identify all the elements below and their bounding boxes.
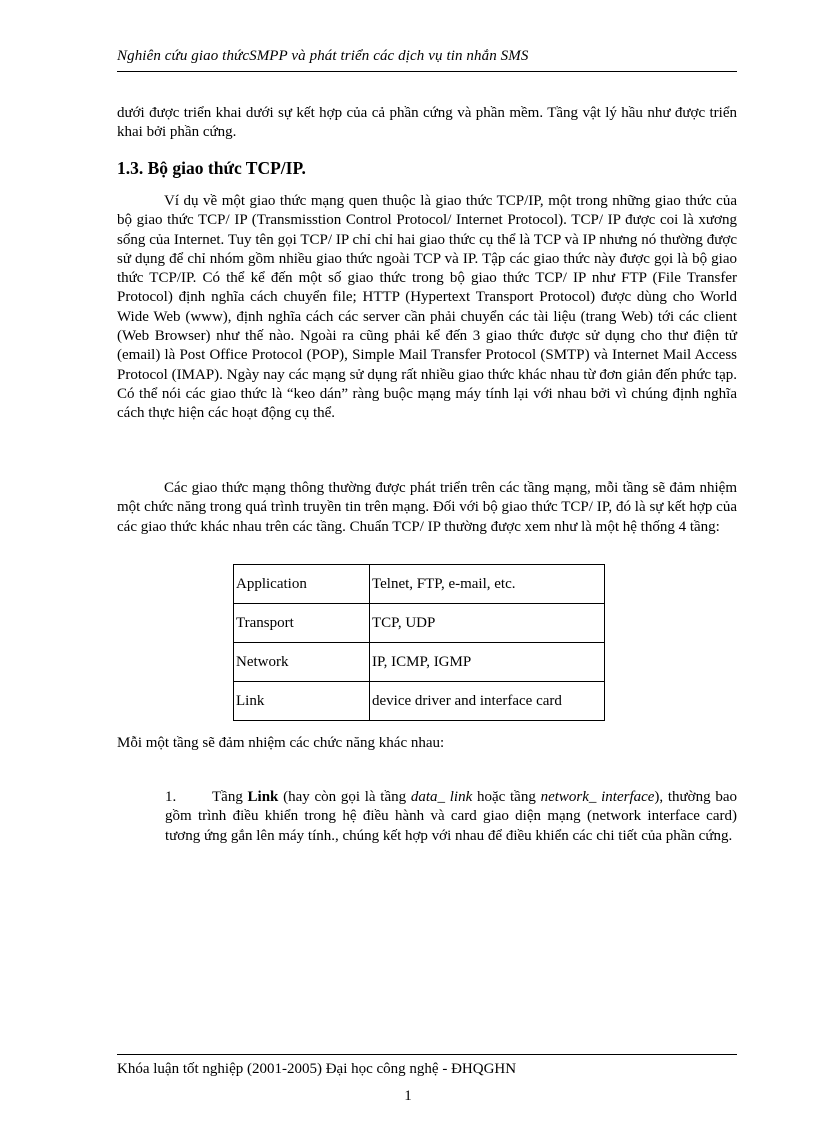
layer-name: Network [234,643,370,682]
list-prefix: Tầng [212,789,248,805]
page-footer: Khóa luận tốt nghiệp (2001-2005) Đại học công nghệ - ĐHQGHN [117,1054,737,1078]
list-italic-term-2: network_ interface [540,789,655,805]
list-rest: ), thường bao gồm trình điều khiển trong hệ điều hành và card giao diện mạng (network interface card) tương ứng gắn lên máy tính., chúng kết hợp với nhau để điều khiển các chi tiết của phần cứng. [165,789,737,844]
list-item [165,788,737,846]
after-table-text: Mỗi một tầng sẽ đảm nhiệm các chức năng khác nhau: [117,735,445,751]
list-italic-term-1: data_ link [410,789,473,805]
paragraph-layers: Các giao thức mạng thông thường được phát triển trên các tầng mạng, mỗi tầng sẽ đảm nhiệm một chức năng trong quá trình truyền tin trên mạng. Đối với bộ giao thức TCP/ IP, đó là sự kết hợp của các giao thức khác nhau trên các tầng. Chuẩn TCP/ IP thường được xem như là một hệ thống 4 tầng: [117,480,737,535]
list-mid2: hoặc tầng [472,789,541,805]
list-number: 1. [165,789,177,805]
table-row [234,643,605,682]
page-number: 1 [404,1088,412,1104]
list-bold-term: Link [247,789,279,805]
layer-protocols: device driver and interface card [370,682,605,721]
section-heading: 1.3. Bộ giao thức TCP/IP. [117,158,306,178]
layers-table [233,564,605,721]
page-header: Nghiên cứu giao thứcSMPP và phát triển các dịch vụ tin nhắn SMS [117,48,737,72]
layer-name: Transport [234,604,370,643]
layer-protocols: IP, ICMP, IGMP [370,643,605,682]
layer-protocols: Telnet, FTP, e-mail, etc. [370,565,605,604]
table-row [234,604,605,643]
intro-paragraph: dưới được triển khai dưới sự kết hợp của cả phần cứng và phần mềm. Tầng vật lý hầu như được triển khai bởi phần cứng. [117,105,737,141]
layer-protocols: TCP, UDP [370,604,605,643]
layer-name: Link [234,682,370,721]
paragraph-tcpip: Ví dụ về một giao thức mạng quen thuộc là giao thức TCP/IP, một trong những giao thức của bộ giao thức TCP/ IP (Transmisstion Control Protocol/ Internet Protocol). TCP/ IP được coi là xương sống của Internet. Tuy tên gọi TCP/ IP chỉ chỉ hai giao thức cụ thể là TCP và IP nhưng nó thường được sử dụng để chỉ nhóm gồm nhiều giao thức ngoài TCP và IP. Tập các giao thức này được gọi là bộ giao thức TCP/IP. Có thể kể đến một số giao thức trong bộ giao thức TCP/ IP như FTP (File Transfer Protocol) định nghĩa cách chuyển file; HTTP (Hypertext Transport Protocol) được dùng cho World Wide Web (www), định nghĩa cách các server cần phải chuyển các tài liệu (trang Web) tới các client (Web Browser) như thế nào. Ngoài ra cũng phải kể đến 3 giao thức được sử dụng cho thư điện tử (email) là Post Office Protocol (POP), Simple Mail Transfer Protocol (SMTP) và Internet Mail Access Protocol (IMAP). Ngày nay các mạng sử dụng rất nhiều giao thức khác nhau từ đơn giản đến phức tạp. Có thể nói các giao thức là “keo dán” ràng buộc mạng máy tính lại với nhau bởi vì chúng định nghĩa cách thực hiện các hoạt động cụ thể. [117,193,737,422]
list-mid1: (hay còn gọi là tầng [278,789,411,805]
layer-name: Application [234,565,370,604]
table-row [234,565,605,604]
table-row [234,682,605,721]
